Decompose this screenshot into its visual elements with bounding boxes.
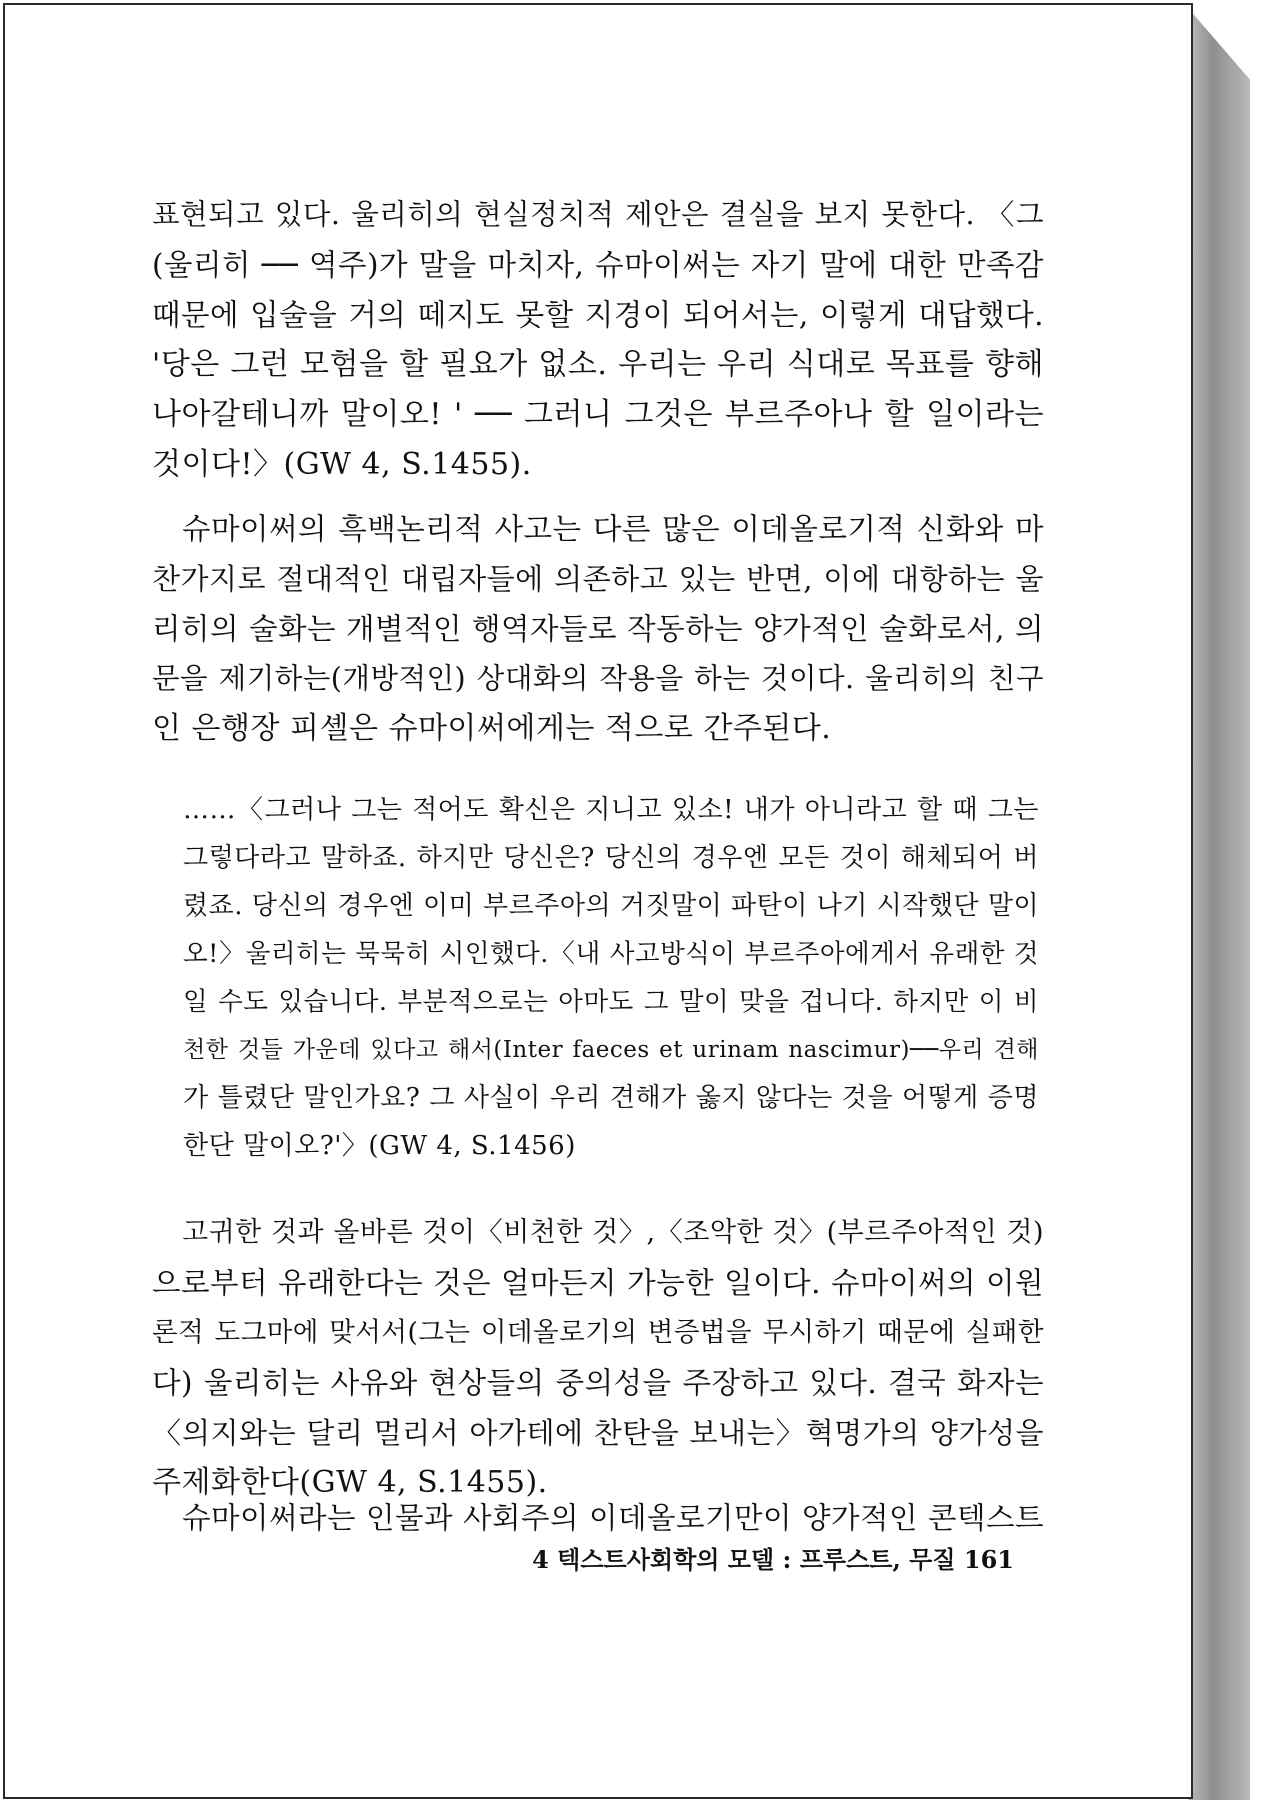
text-line: 다) 울리히는 사유와 현상들의 중의성을 주장하고 있다. 결국 화자는 [152, 1366, 1044, 1400]
text-line: 문을 제기하는(개방적인) 상대화의 작용을 하는 것이다. 울리히의 친구 [152, 662, 1044, 695]
text-line: 슈마이써라는 인물과 사회주의 이데올로기만이 양가적인 콘텍스트 [182, 1501, 1044, 1535]
text-line: 표현되고 있다. 울리히의 현실정치적 제안은 결실을 보지 못한다. 〈그 [152, 198, 1044, 231]
text-line: 고귀한 것과 올바른 것이〈비천한 것〉,〈조악한 것〉(부르주아적인 것) [182, 1217, 1044, 1248]
block-quote [183, 786, 1039, 1170]
quote-line: 오!〉울리히는 묵묵히 시인했다.〈내 사고방식이 부르주아에게서 유래한 것 [183, 939, 1039, 969]
paragraph-4 [152, 1493, 1044, 1543]
quote-line: ……〈그러나 그는 적어도 확신은 지니고 있소! 내가 아니라고 할 때 그는 [183, 795, 1039, 825]
text-line: (울리히 ── 역주)가 말을 마치자, 슈마이써는 자기 말에 대한 만족감 [152, 248, 1044, 282]
text-line: 나아갈테니까 말이오! ' ── 그러니 그것은 부르주아나 할 일이라는 [152, 397, 1044, 432]
text-line: 리히의 술화는 개별적인 행역자들로 작동하는 양가적인 술화로서, 의 [152, 612, 1044, 646]
paragraph-2 [152, 504, 1044, 754]
quote-line: 가 틀렸단 말인가요? 그 사실이 우리 견해가 옳지 않다는 것을 어떻게 증명 [183, 1083, 1039, 1113]
paragraph-1 [152, 190, 1044, 490]
quote-line: 렸죠. 당신의 경우엔 이미 부르주아의 거짓말이 파탄이 나기 시작했단 말이 [183, 891, 1040, 921]
text-line: 주제화한다(GW 4, S.1455). [152, 1465, 548, 1500]
quote-line: 그렇다라고 말하죠. 하지만 당신은? 당신의 경우엔 모든 것이 해체되어 버 [183, 843, 1039, 873]
text-line: 론적 도그마에 맞서서(그는 이데올로기의 변증법을 무시하기 때문에 실패한 [152, 1317, 1044, 1348]
running-head-footer: 4 텍스트사회학의 모델 : 프루스트, 무질 161 [532, 1545, 1014, 1574]
quote-line: 한단 말이오?'〉(GW 4, S.1456) [183, 1131, 576, 1161]
text-line: 〈의지와는 달리 멀리서 아가테에 찬탄을 보내는〉혁명가의 양가성을 [152, 1416, 1044, 1450]
text-line: 때문에 입술을 거의 떼지도 못할 지경이 되어서는, 이렇게 대답했다. [152, 298, 1044, 332]
quote-line: 일 수도 있습니다. 부분적으로는 아마도 그 말이 맞을 겁니다. 하지만 이 비 [183, 987, 1039, 1017]
text-line: 찬가지로 절대적인 대립자들에 의존하고 있는 반면, 이에 대항하는 울 [152, 562, 1044, 596]
text-line: '당은 그런 모험을 할 필요가 없소. 우리는 우리 식대로 목표를 향해 [152, 347, 1044, 382]
text-line: 슈마이써의 흑백논리적 사고는 다른 많은 이데올로기적 신화와 마 [182, 512, 1044, 546]
text-line: 인 은행장 피셸은 슈마이써에게는 적으로 간주된다. [152, 711, 832, 746]
page-edge-shadow [1188, 8, 1250, 1800]
text-line: 것이다!〉(GW 4, S.1455). [152, 447, 532, 482]
quote-line: 천한 것들 가운데 있다고 해서(Inter faeces et urinam nascimur)──우리 견해 [183, 1037, 1039, 1063]
text-line: 으로부터 유래한다는 것은 얼마든지 가능한 일이다. 슈마이써의 이원 [152, 1266, 1044, 1300]
paragraph-3 [152, 1208, 1044, 1508]
